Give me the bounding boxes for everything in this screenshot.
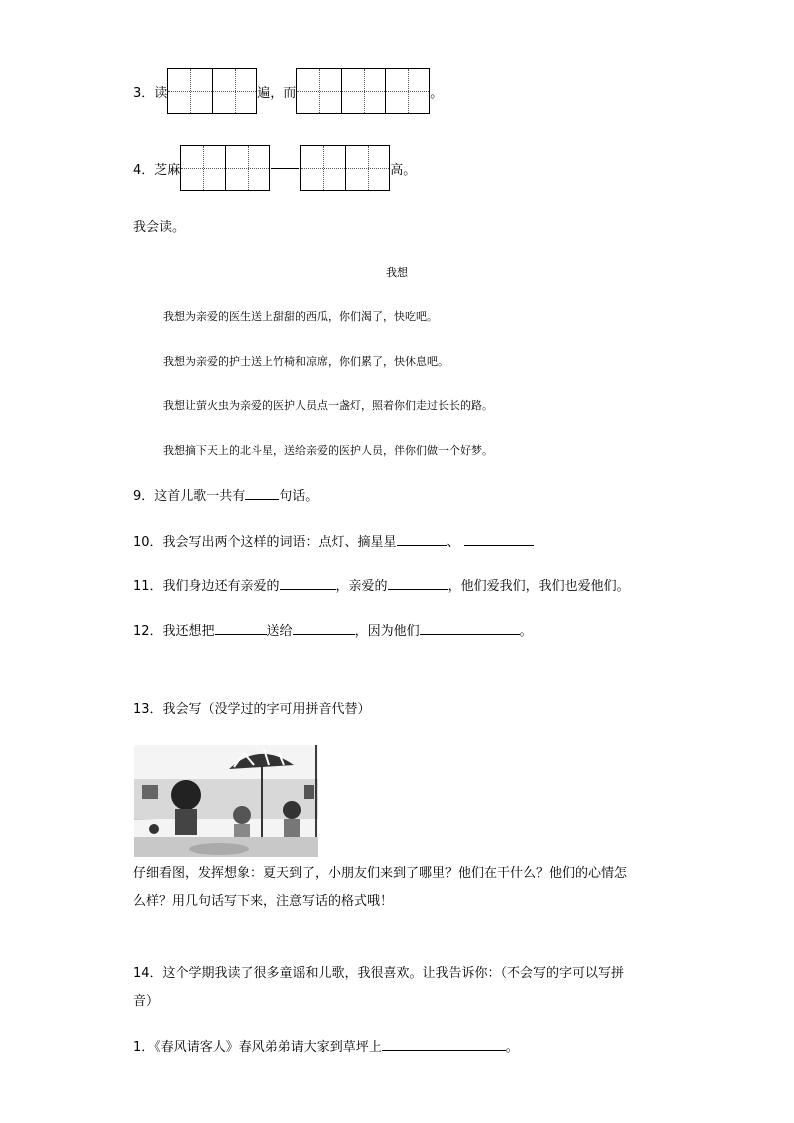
- q4-prefix: 4．芝麻: [133, 162, 181, 178]
- q3-prefix: 3．读: [133, 85, 168, 101]
- q11-text-end: ，他们爱我们，我们也爱他们。: [447, 579, 630, 594]
- q4-writing-grid-2[interactable]: [300, 145, 390, 191]
- grid-cell[interactable]: [212, 69, 256, 113]
- q3-suffix: 。: [430, 85, 444, 101]
- q3-writing-grid-2[interactable]: [296, 68, 430, 114]
- q12-text-mid: 送给: [266, 624, 293, 639]
- question-9: [133, 485, 318, 507]
- question-10: [133, 531, 534, 553]
- q10-answer-blank-2[interactable]: [464, 531, 534, 546]
- q14-line-1: 14．这个学期我读了很多童谣和儿歌，我很喜欢。让我告诉你：（不会写的字可以写拼: [133, 966, 625, 981]
- q11-answer-blank-2[interactable]: [388, 575, 448, 590]
- dash-line: [271, 168, 299, 169]
- question-14: [133, 960, 663, 1016]
- poem-line: 我想为亲爱的护士送上竹椅和凉席，你们累了，快休息吧。: [163, 355, 449, 368]
- q3-middle: 遍，而: [257, 85, 297, 101]
- q14-1-text-end: 。: [505, 1040, 519, 1055]
- grid-cell[interactable]: [341, 69, 385, 113]
- beach-scene-picture: [134, 745, 318, 857]
- q13-instructions-line-2: 么样？用几句话写下来，注意写话的格式哦！: [133, 894, 394, 909]
- q13-instructions-line-1: 仔细看图，发挥想象：夏天到了，小朋友们来到了哪里？他们在干什么？他们的心情怎: [133, 866, 628, 881]
- q12-answer-blank-1[interactable]: [215, 620, 267, 635]
- grid-cell[interactable]: [225, 146, 269, 190]
- question-13-title: 13．我会写（没学过的字可用拼音代替）: [133, 702, 371, 717]
- q11-answer-blank-1[interactable]: [280, 575, 336, 590]
- grid-cell[interactable]: [385, 69, 429, 113]
- grid-cell[interactable]: [181, 146, 225, 190]
- q9-text: 9．这首儿歌一共有: [133, 489, 246, 504]
- question-3: [133, 68, 443, 114]
- q12-text: 12．我还想把: [133, 624, 215, 639]
- section-read-heading: 我会读。: [133, 220, 186, 235]
- grid-cell[interactable]: [168, 69, 212, 113]
- question-14-1: [133, 1036, 519, 1058]
- poem-line: 我想摘下天上的北斗星，送给亲爱的医护人员，伴你们做一个好梦。: [163, 444, 493, 457]
- grid-cell[interactable]: [297, 69, 341, 113]
- q10-answer-blank-1[interactable]: [397, 531, 447, 546]
- q10-separator: 、: [446, 535, 460, 550]
- q12-answer-blank-3[interactable]: [420, 620, 520, 635]
- q9-text-end: 句话。: [279, 489, 319, 504]
- q14-1-text: 1．《春风请客人》春风弟弟请大家到草坪上: [133, 1040, 382, 1055]
- q12-text-end: 。: [519, 624, 533, 639]
- q4-suffix: 高。: [390, 162, 417, 178]
- q12-text-mid2: ，因为他们: [354, 624, 420, 639]
- q14-1-answer-blank[interactable]: [382, 1036, 506, 1051]
- poem-line: 我想让萤火虫为亲爱的医护人员点一盏灯，照着你们走过长长的路。: [163, 399, 493, 412]
- q12-answer-blank-2[interactable]: [293, 620, 355, 635]
- q9-answer-blank[interactable]: [245, 485, 279, 500]
- grid-cell[interactable]: [301, 146, 345, 190]
- q3-writing-grid-1[interactable]: [167, 68, 257, 114]
- question-4: [133, 145, 416, 191]
- q13-instructions: [133, 860, 663, 916]
- question-11: [133, 575, 630, 597]
- q11-text-mid: ，亲爱的: [335, 579, 388, 594]
- q14-line-2: 音）: [133, 994, 160, 1009]
- q10-text: 10．我会写出两个这样的词语：点灯、摘星星: [133, 535, 397, 550]
- question-12: [133, 620, 533, 642]
- q11-text: 11．我们身边还有亲爱的: [133, 579, 280, 594]
- poem-title: 我想: [386, 266, 408, 279]
- grid-cell[interactable]: [345, 146, 389, 190]
- poem-line: 我想为亲爱的医生送上甜甜的西瓜，你们渴了，快吃吧。: [163, 310, 438, 323]
- q4-writing-grid-1[interactable]: [180, 145, 270, 191]
